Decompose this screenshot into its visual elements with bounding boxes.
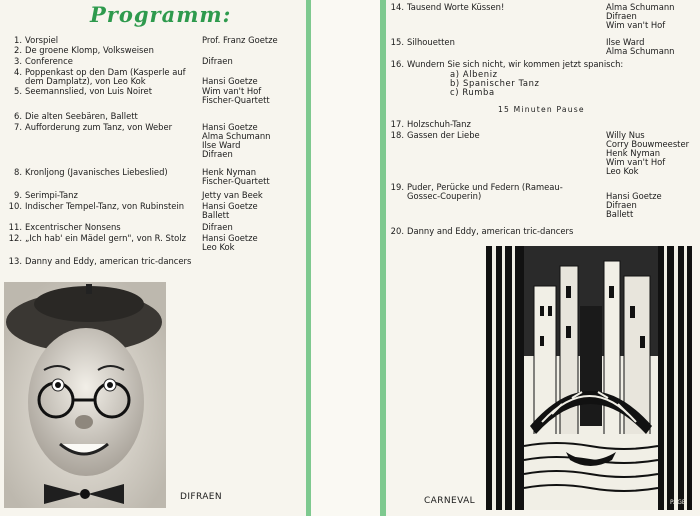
performer: Leo Kok [202, 242, 235, 252]
item-title: Holzschuh-Tanz [407, 119, 471, 129]
item-title-line: Poppenkast op den Dam (Kasperle auf [25, 67, 186, 77]
item-performers [606, 3, 674, 30]
performer: Difraen [606, 200, 637, 210]
item-title: Kronljong (Javanisches Liebeslied) [25, 167, 168, 177]
performer: Henk Nyman [606, 148, 661, 158]
item-title: Aufforderung zum Tanz, von Weber [25, 122, 173, 132]
performer: Ilse Ward [606, 37, 645, 47]
performer: Fischer-Quartett [202, 95, 270, 105]
performer: Wim van't Hof [606, 157, 666, 167]
program-item [4, 191, 78, 200]
program-item [386, 183, 563, 201]
program-item [4, 57, 73, 66]
item-title: „Ich hab' ein Mädel gern", von R. Stolz [25, 233, 186, 243]
venice-canal-image [486, 246, 692, 510]
item-title [22, 68, 186, 86]
item-number: 16. [390, 59, 404, 69]
program-item [386, 120, 471, 129]
program-item [4, 123, 172, 132]
intermission-note: 15 Minuten Pause [498, 105, 585, 114]
item-number: 20. [390, 226, 404, 236]
item-number: 10. [8, 201, 22, 211]
item-title: Indischer Tempel-Tanz, von Rubinstein [25, 201, 185, 211]
performer: Hansi Goetze [202, 233, 258, 243]
item-title: Silhouetten [407, 37, 455, 47]
item-title: Conference [25, 56, 73, 66]
item-number: 9. [14, 190, 22, 200]
program-item [386, 131, 480, 140]
performer: Ballett [606, 209, 634, 219]
artist-signature: PAGE [670, 499, 686, 506]
item-performers [202, 57, 233, 66]
item-title [404, 183, 563, 201]
performer: Wim van't Hof [202, 86, 262, 96]
difraen-photo [4, 282, 166, 508]
item-title: De groene Klomp, Volksweisen [25, 45, 154, 55]
performer: Ilse Ward [202, 140, 241, 150]
item-number: 11. [8, 222, 22, 232]
green-stripe-left [306, 0, 311, 516]
page-gutter [306, 0, 386, 516]
item-title: Danny and Eddy, american tric-dancers [407, 226, 574, 236]
item-title: Wundern Sie sich nicht, wir kommen jetzt spanisch: [407, 59, 624, 69]
performer: Corry Bouwmeester [606, 139, 690, 149]
subitem: b) Spanischer Tanz [450, 78, 540, 88]
item-performers [202, 202, 258, 220]
item-number: 7. [14, 122, 22, 132]
left-page [0, 0, 306, 516]
item-title-line: Puder, Perücke und Federn (Rameau- [407, 182, 563, 192]
performer: Hansi Goetze [202, 76, 258, 86]
item-title: Serimpi-Tanz [25, 190, 78, 200]
item-number: 18. [390, 130, 404, 140]
performer: Prof. Franz Goetze [202, 35, 278, 45]
item-number: 14. [390, 2, 404, 12]
item-performers [606, 38, 674, 56]
performer: Hansi Goetze [202, 122, 258, 132]
performer: Alma Schumann [202, 131, 271, 141]
item-title: Gassen der Liebe [407, 130, 480, 140]
program-item [4, 202, 184, 211]
item-title: Danny and Eddy, american tric-dancers [25, 256, 192, 266]
art-caption: CARNEVAL [424, 496, 476, 506]
item-number: 4. [14, 67, 22, 77]
performer: Ballett [202, 210, 230, 220]
program-item [386, 227, 573, 236]
item-number: 17. [390, 119, 404, 129]
item-performers [202, 77, 258, 86]
item-performers [202, 123, 270, 159]
item-performers [606, 131, 689, 176]
clown-portrait-image [4, 282, 166, 508]
item-performers [202, 87, 270, 105]
item-number: 6. [14, 111, 22, 121]
item-performers [202, 191, 263, 200]
item-number: 19. [390, 182, 404, 192]
performer: Alma Schumann [606, 2, 675, 12]
performer: Hansi Goetze [606, 191, 662, 201]
item-number: 3. [14, 56, 22, 66]
performer: Fischer-Quartett [202, 176, 270, 186]
item-number: 12. [8, 233, 22, 243]
performer: Difraen [202, 149, 233, 159]
item-title: Die alten Seebären, Ballett [25, 111, 138, 121]
program-item [4, 68, 186, 86]
item-number: 15. [390, 37, 404, 47]
item-title: Vorspiel [25, 35, 59, 45]
performer: Difraen [202, 56, 233, 66]
item-performers [202, 234, 258, 252]
program-item [4, 87, 152, 96]
performer: Wim van't Hof [606, 20, 666, 30]
program-item [386, 60, 623, 69]
program-item [4, 234, 186, 243]
item-number: 8. [14, 167, 22, 177]
program-item [4, 46, 154, 55]
item-number: 2. [14, 45, 22, 55]
performer: Hansi Goetze [202, 201, 258, 211]
program-item [4, 168, 168, 177]
program-item [386, 38, 455, 47]
item-number: 1. [14, 35, 22, 45]
item-performers [202, 223, 233, 232]
photo-caption: DIFRAEN [180, 492, 223, 502]
item-number: 5. [14, 86, 22, 96]
performer: Henk Nyman [202, 167, 257, 177]
item-number: 13. [8, 256, 22, 266]
item-title: Seemannslied, von Luis Noiret [25, 86, 152, 96]
program-item [4, 223, 121, 232]
program-item [4, 257, 191, 266]
program-item [386, 3, 504, 12]
program-item [4, 112, 138, 121]
performer: Jetty van Beek [202, 190, 263, 200]
item-title: Excentrischer Nonsens [25, 222, 121, 232]
performer: Difraen [606, 11, 637, 21]
program-item [4, 36, 58, 45]
performer: Difraen [202, 222, 233, 232]
item-title: Tausend Worte Küssen! [407, 2, 505, 12]
subitem: c) Rumba [450, 87, 495, 97]
item-title-line: Gossec-Couperin) [407, 191, 482, 201]
performer: Alma Schumann [606, 46, 675, 56]
item-performers [606, 192, 662, 219]
program-title: Programm: [90, 2, 232, 27]
item-performers [202, 168, 270, 186]
item-subitems [450, 70, 540, 97]
performer: Willy Nus [606, 130, 645, 140]
performer: Leo Kok [606, 166, 639, 176]
carneval-illustration [486, 246, 692, 510]
subitem: a) Albeniz [450, 69, 498, 79]
item-performers [202, 36, 278, 45]
item-title-line: dem Damplatz), von Leo Kok [25, 76, 146, 86]
